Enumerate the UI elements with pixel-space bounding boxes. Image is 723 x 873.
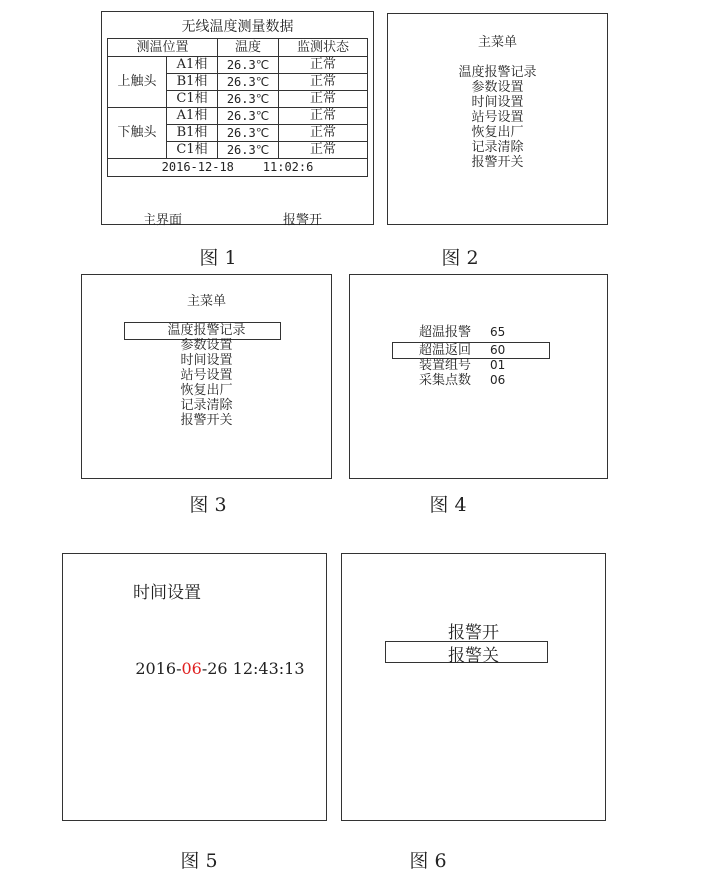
group-name: 下触头 bbox=[108, 108, 167, 159]
menu-item-parameter-settings[interactable]: 参数设置 bbox=[471, 80, 524, 95]
table-row bbox=[108, 108, 368, 125]
caption-fig-5: 图 5 bbox=[180, 850, 218, 872]
param-label: 超温报警 bbox=[418, 325, 471, 340]
phase-cell: A1相 bbox=[167, 57, 218, 74]
figure-6-panel bbox=[341, 553, 606, 821]
status-cell: 正常 bbox=[279, 142, 368, 159]
status-cell: 正常 bbox=[279, 125, 368, 142]
param-value: 60 bbox=[490, 343, 506, 357]
status-cell: 正常 bbox=[279, 91, 368, 108]
alarm-on-option[interactable]: 报警开 bbox=[448, 623, 499, 643]
date-suffix: -26 12:43:13 bbox=[201, 659, 305, 678]
header-temperature: 温度 bbox=[218, 39, 279, 57]
menu-item-factory-reset[interactable]: 恢复出厂 bbox=[471, 125, 524, 140]
caption-fig-6: 图 6 bbox=[409, 850, 447, 872]
status-cell: 正常 bbox=[279, 108, 368, 125]
param-row-sample-points[interactable] bbox=[406, 373, 505, 388]
temperature-table bbox=[107, 38, 368, 177]
temp-cell: 26.3℃ bbox=[218, 57, 279, 74]
figure-2-panel bbox=[387, 13, 608, 225]
time-settings-title: 时间设置 bbox=[133, 583, 201, 603]
phase-cell: C1相 bbox=[167, 142, 218, 159]
menu-item-alarm-switch[interactable]: 报警开关 bbox=[180, 413, 233, 428]
menu-title: 主菜单 bbox=[477, 35, 517, 50]
month-field-editing[interactable]: 06 bbox=[181, 659, 202, 678]
menu-item-time-settings[interactable]: 时间设置 bbox=[471, 95, 524, 110]
menu-item-station-settings[interactable]: 站号设置 bbox=[180, 368, 233, 383]
menu-item-alarm-switch[interactable]: 报警开关 bbox=[471, 155, 524, 170]
menu-item-station-settings[interactable]: 站号设置 bbox=[471, 110, 524, 125]
status-cell: 正常 bbox=[279, 57, 368, 74]
group-name: 上触头 bbox=[108, 57, 167, 108]
temp-cell: 26.3℃ bbox=[218, 142, 279, 159]
param-label: 采集点数 bbox=[418, 373, 471, 388]
figure-1-panel bbox=[101, 11, 374, 228]
header-status: 监测状态 bbox=[279, 39, 368, 57]
main-menu-list bbox=[82, 323, 331, 428]
param-value: 06 bbox=[490, 373, 506, 387]
param-row-device-group[interactable] bbox=[406, 358, 505, 373]
param-label: 装置组号 bbox=[418, 358, 471, 373]
table-row bbox=[108, 57, 368, 74]
phase-cell: B1相 bbox=[167, 74, 218, 91]
temp-cell: 26.3℃ bbox=[218, 125, 279, 142]
menu-item-alarm-records[interactable]: 温度报警记录 bbox=[458, 65, 537, 80]
param-row-overtemp-alarm[interactable] bbox=[406, 325, 505, 340]
datetime-editor[interactable] bbox=[115, 640, 305, 697]
menu-title: 主菜单 bbox=[186, 294, 226, 309]
param-value: 01 bbox=[490, 358, 506, 372]
datetime-readout: 2016-12-18 11:02:6 bbox=[108, 159, 368, 177]
menu-item-parameter-settings[interactable]: 参数设置 bbox=[180, 338, 233, 353]
param-label: 超温返回 bbox=[418, 343, 471, 358]
main-menu-list bbox=[388, 65, 607, 170]
menu-item-clear-records[interactable]: 记录清除 bbox=[471, 140, 524, 155]
alarm-off-option[interactable]: 报警关 bbox=[448, 646, 499, 666]
phase-cell: A1相 bbox=[167, 108, 218, 125]
temp-cell: 26.3℃ bbox=[218, 108, 279, 125]
param-value: 65 bbox=[490, 325, 506, 339]
main-screen-label: 主界面 bbox=[143, 213, 183, 228]
phase-cell: B1相 bbox=[167, 125, 218, 142]
fig1-title: 无线温度测量数据 bbox=[181, 19, 294, 35]
menu-item-clear-records[interactable]: 记录清除 bbox=[180, 398, 233, 413]
caption-fig-1: 图 1 bbox=[199, 247, 237, 269]
phase-cell: C1相 bbox=[167, 91, 218, 108]
menu-item-factory-reset[interactable]: 恢复出厂 bbox=[180, 383, 233, 398]
temp-cell: 26.3℃ bbox=[218, 74, 279, 91]
menu-item-alarm-records[interactable]: 温度报警记录 bbox=[167, 323, 246, 338]
header-position: 测温位置 bbox=[108, 39, 218, 57]
status-cell: 正常 bbox=[279, 74, 368, 91]
menu-item-time-settings[interactable]: 时间设置 bbox=[180, 353, 233, 368]
caption-fig-4: 图 4 bbox=[429, 494, 467, 516]
figure-4-panel bbox=[349, 274, 608, 479]
figure-3-panel bbox=[81, 274, 332, 479]
caption-fig-2: 图 2 bbox=[441, 247, 479, 269]
temp-cell: 26.3℃ bbox=[218, 91, 279, 108]
caption-fig-3: 图 3 bbox=[189, 494, 227, 516]
date-prefix: 2016- bbox=[135, 659, 182, 678]
param-row-overtemp-return[interactable] bbox=[406, 343, 505, 358]
figure-5-panel bbox=[62, 553, 327, 821]
alarm-state-label: 报警开 bbox=[283, 213, 323, 228]
